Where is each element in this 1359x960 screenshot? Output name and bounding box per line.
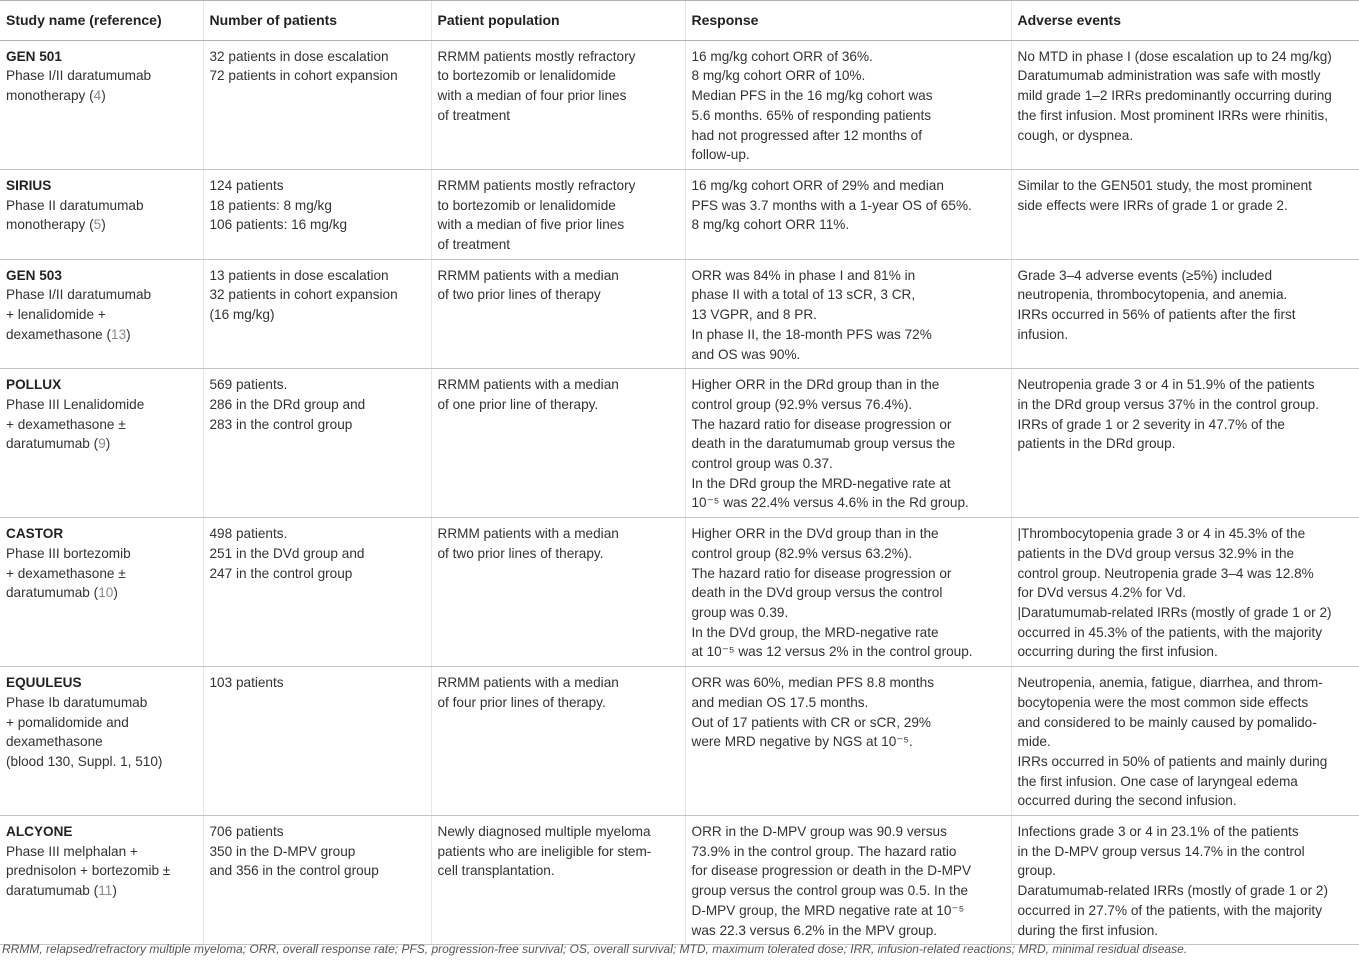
cell-number-of-patients — [203, 816, 431, 945]
study-name: POLLUX — [6, 377, 62, 393]
cell-adverse-events — [1011, 518, 1359, 667]
cell-line: of four prior lines of therapy. — [437, 694, 606, 710]
study-design-line — [6, 415, 197, 435]
cell-line: The hazard ratio for disease progression or — [691, 416, 952, 432]
cell-line: |Daratumumab-related IRRs (mostly of grade 1 or 2) — [1017, 604, 1332, 620]
cell-line: at 10⁻⁵ was 12 versus 2% in the control group. — [691, 644, 973, 660]
cell-line: 32 patients in cohort expansion — [209, 287, 398, 303]
cell-line: and median OS 17.5 months. — [691, 694, 869, 710]
cell-patient-population — [431, 40, 685, 169]
reference-number: 4 — [93, 88, 102, 104]
cell-line: of treatment — [437, 237, 511, 253]
study-design-line — [6, 285, 197, 305]
design-text: monotherapy ( — [6, 88, 94, 104]
cell-line: 13 VGPR, and 8 PR. — [691, 307, 817, 323]
design-text: Phase III Lenalidomide — [6, 396, 145, 412]
cell-line: occurred during the second infusion. — [1017, 793, 1237, 809]
cell-line: 8 mg/kg cohort ORR 11%. — [691, 217, 850, 233]
cell-line: in the DRd group versus 37% in the control group. — [1017, 396, 1319, 412]
header-patient-population: Patient population — [431, 1, 685, 41]
cell-line: Higher ORR in the DRd group than in the — [691, 377, 940, 393]
cell-line: Neutropenia grade 3 or 4 in 51.9% of the patients — [1017, 377, 1315, 393]
cell-response — [685, 667, 1011, 816]
cell-number-of-patients — [203, 369, 431, 518]
study-design-line — [6, 842, 197, 862]
cell-line: 16 mg/kg cohort ORR of 29% and median — [691, 177, 944, 193]
cell-line: with a median of five prior lines — [437, 217, 625, 233]
study-name: GEN 503 — [6, 267, 62, 283]
design-text: Phase I/II daratumumab — [6, 287, 152, 303]
cell-line: of two prior lines of therapy — [437, 287, 601, 303]
study-name: ALCYONE — [6, 824, 73, 840]
cell-patient-population — [431, 816, 685, 945]
cell-line: PFS was 3.7 months with a 1-year OS of 65%. — [691, 197, 972, 213]
cell-line: 13 patients in dose escalation — [209, 267, 389, 283]
cell-line: group. — [1017, 863, 1057, 879]
study-design-line — [6, 66, 197, 86]
study-design-line — [6, 861, 197, 881]
table-row — [0, 259, 1359, 369]
cell-line: In the DVd group, the MRD-negative rate — [691, 624, 939, 640]
study-design-line — [6, 544, 197, 564]
design-text: + lenalidomide + — [6, 307, 106, 323]
design-text: + pomalidomide and — [6, 714, 129, 730]
cell-adverse-events — [1011, 169, 1359, 259]
cell-line: Infections grade 3 or 4 in 23.1% of the patients — [1017, 824, 1299, 840]
cell-line: occurring during the first infusion. — [1017, 644, 1218, 660]
design-text: + dexamethasone ± — [6, 416, 126, 432]
cell-line: RRMM patients mostly refractory — [437, 48, 636, 64]
cell-line: In phase II, the 18-month PFS was 72% — [691, 326, 932, 342]
cell-line: Median PFS in the 16 mg/kg cohort was — [691, 88, 933, 104]
study-name: CASTOR — [6, 526, 64, 542]
cell-line: (16 mg/kg) — [209, 307, 275, 323]
table-row — [0, 518, 1359, 667]
cell-line: 10⁻⁵ was 22.4% versus 4.6% in the Rd group. — [691, 495, 969, 511]
cell-line: was 22.3 versus 6.2% in the MPV group. — [691, 922, 938, 938]
cell-line: neutropenia, thrombocytopenia, and anemia. — [1017, 287, 1288, 303]
reference-number: 13 — [111, 326, 127, 342]
design-text: + dexamethasone ± — [6, 565, 126, 581]
cell-line: 569 patients. — [209, 377, 288, 393]
cell-study-name — [0, 369, 203, 518]
study-design-line — [6, 395, 197, 415]
cell-line: death in the DVd group versus the control — [691, 585, 943, 601]
header-row — [0, 1, 1359, 41]
cell-study-name — [0, 816, 203, 945]
cell-line: side effects were IRRs of grade 1 or grade 2. — [1017, 197, 1288, 213]
design-text: daratumumab ( — [6, 883, 99, 899]
cell-number-of-patients — [203, 667, 431, 816]
cell-line: and 356 in the control group — [209, 863, 379, 879]
cell-patient-population — [431, 369, 685, 518]
cell-line: cough, or dyspnea. — [1017, 127, 1134, 143]
design-text: ) — [105, 436, 111, 452]
study-design-line — [6, 434, 197, 454]
cell-line: RRMM patients with a median — [437, 377, 619, 393]
cell-number-of-patients — [203, 518, 431, 667]
cell-line: to bortezomib or lenalidomide — [437, 197, 616, 213]
study-design-line — [6, 693, 197, 713]
cell-line: control group (92.9% versus 76.4%). — [691, 396, 913, 412]
reference-number: 10 — [98, 585, 114, 601]
cell-line: of treatment — [437, 107, 511, 123]
cell-line: during the first infusion. — [1017, 922, 1159, 938]
cell-line: patients in the DVd group versus 32.9% in the — [1017, 545, 1295, 561]
cell-line: the first infusion. Most prominent IRRs were rhinitis, — [1017, 107, 1328, 123]
study-design-line — [6, 196, 197, 216]
table-header — [0, 1, 1359, 41]
cell-line: patients in the DRd group. — [1017, 436, 1176, 452]
cell-response — [685, 169, 1011, 259]
study-design-line — [6, 881, 197, 901]
design-text: Phase I/II daratumumab — [6, 68, 152, 84]
cell-line: the first infusion. One case of laryngeal edema — [1017, 773, 1298, 789]
cell-line: D-MPV group, the MRD negative rate at 10⁻⁵ — [691, 902, 965, 918]
cell-line: Grade 3–4 adverse events (≥5%) included — [1017, 267, 1273, 283]
cell-line: to bortezomib or lenalidomide — [437, 68, 616, 84]
cell-patient-population — [431, 518, 685, 667]
study-design-line — [6, 713, 197, 733]
cell-line: in the D-MPV group versus 14.7% in the control — [1017, 843, 1305, 859]
cell-line: 106 patients: 16 mg/kg — [209, 217, 348, 233]
design-text: Phase III melphalan + — [6, 843, 138, 859]
cell-line: Daratumumab-related IRRs (mostly of grade 1 or 2) — [1017, 883, 1329, 899]
table-row — [0, 40, 1359, 169]
cell-line: patients who are ineligible for stem- — [437, 843, 652, 859]
cell-line: infusion. — [1017, 326, 1069, 342]
study-design-line — [6, 732, 197, 752]
design-text: ) — [101, 217, 106, 233]
cell-line: had not progressed after 12 months of — [691, 127, 922, 143]
cell-adverse-events — [1011, 816, 1359, 945]
cell-line: No MTD in phase I (dose escalation up to 24 mg/kg) — [1017, 48, 1332, 64]
design-text: (blood 130, Suppl. 1, 510) — [6, 753, 163, 769]
cell-line: phase II with a total of 13 sCR, 3 CR, — [691, 287, 916, 303]
cell-response — [685, 518, 1011, 667]
cell-line: The hazard ratio for disease progression or — [691, 565, 952, 581]
study-name: EQUULEUS — [6, 675, 82, 691]
cell-line: Similar to the GEN501 study, the most prominent — [1017, 177, 1312, 193]
cell-line: were MRD negative by NGS at 10⁻⁵. — [691, 734, 913, 750]
cell-line: and considered to be mainly caused by pomalido- — [1017, 714, 1317, 730]
cell-study-name — [0, 40, 203, 169]
cell-line: ORR in the D-MPV group was 90.9 versus — [691, 824, 947, 840]
cell-line: with a median of four prior lines — [437, 88, 627, 104]
cell-line: control group (82.9% versus 63.2%). — [691, 545, 913, 561]
cell-line: |Thrombocytopenia grade 3 or 4 in 45.3% of the — [1017, 526, 1306, 542]
table-row — [0, 667, 1359, 816]
cell-line: for DVd versus 4.2% for Vd. — [1017, 585, 1186, 601]
cell-line: RRMM patients mostly refractory — [437, 177, 636, 193]
cell-line: 5.6 months. 65% of responding patients — [691, 107, 932, 123]
cell-line: follow-up. — [691, 147, 750, 163]
design-text: Phase Ib daratumumab — [6, 694, 148, 710]
study-design-line — [6, 564, 197, 584]
cell-line: 706 patients — [209, 824, 284, 840]
cell-line: 286 in the DRd group and — [209, 396, 366, 412]
design-text: ) — [126, 326, 131, 342]
cell-line: control group. Neutropenia grade 3–4 was 12.8% — [1017, 565, 1314, 581]
cell-patient-population — [431, 667, 685, 816]
cell-line: cell transplantation. — [437, 863, 555, 879]
cell-line: bocytopenia were the most common side effects — [1017, 694, 1309, 710]
study-design-line — [6, 305, 197, 325]
cell-line: 16 mg/kg cohort ORR of 36%. — [691, 48, 873, 64]
cell-adverse-events — [1011, 259, 1359, 369]
design-text: ) — [113, 585, 118, 601]
cell-line: 124 patients — [209, 177, 284, 193]
cell-number-of-patients — [203, 169, 431, 259]
design-text: ) — [101, 88, 106, 104]
header-study-name: Study name (reference) — [0, 1, 203, 41]
cell-line: ORR was 60%, median PFS 8.8 months — [691, 675, 935, 691]
cell-line: group was 0.39. — [691, 604, 789, 620]
table-footnote: RRMM, relapsed/refractory multiple myeloma; ORR, overall response rate; PFS, progression-free survival; OS, overall survival; MTD, maximum tolerated dose; IRR, infusion-related reactions; MRD, minimal residual disease. — [2, 942, 1188, 956]
table-row — [0, 169, 1359, 259]
cell-study-name — [0, 169, 203, 259]
cell-line: group versus the control group was 0.5. In the — [691, 883, 969, 899]
study-design-line — [6, 752, 197, 772]
header-adverse-events: Adverse events — [1011, 1, 1359, 41]
cell-line: IRRs occurred in 56% of patients after the first — [1017, 307, 1296, 323]
cell-response — [685, 816, 1011, 945]
cell-line: control group was 0.37. — [691, 456, 833, 472]
cell-line: 72 patients in cohort expansion — [209, 68, 398, 84]
cell-line: 73.9% in the control group. The hazard ratio — [691, 843, 957, 859]
cell-line: death in the daratumumab group versus the — [691, 436, 956, 452]
cell-line: RRMM patients with a median — [437, 675, 619, 691]
cell-study-name — [0, 259, 203, 369]
cell-adverse-events — [1011, 40, 1359, 169]
reference-number: 5 — [93, 217, 102, 233]
cell-response — [685, 369, 1011, 518]
reference-number: 9 — [98, 436, 106, 452]
cell-line: Neutropenia, anemia, fatigue, diarrhea, and throm- — [1017, 675, 1323, 691]
design-text: dexamethasone ( — [6, 326, 112, 342]
cell-line: occurred in 45.3% of the patients, with the majority — [1017, 624, 1323, 640]
reference-number: 11 — [98, 883, 113, 899]
study-design-line — [6, 583, 197, 603]
cell-line: for disease progression or death in the D-MPV — [691, 863, 972, 879]
table-row — [0, 816, 1359, 945]
cell-line: 8 mg/kg cohort ORR of 10%. — [691, 68, 866, 84]
study-design-line — [6, 215, 197, 235]
cell-line: 18 patients: 8 mg/kg — [209, 197, 332, 213]
cell-line: Out of 17 patients with CR or sCR, 29% — [691, 714, 932, 730]
cell-line: Higher ORR in the DVd group than in the — [691, 526, 939, 542]
cell-line: In the DRd group the MRD-negative rate at — [691, 475, 951, 491]
cell-line: 283 in the control group — [209, 416, 353, 432]
cell-line: of two prior lines of therapy. — [437, 545, 604, 561]
cell-line: 251 in the DVd group and — [209, 545, 365, 561]
cell-line: RRMM patients with a median — [437, 267, 619, 283]
design-text: monotherapy ( — [6, 217, 94, 233]
cell-line: mide. — [1017, 734, 1051, 750]
cell-patient-population — [431, 259, 685, 369]
cell-adverse-events — [1011, 369, 1359, 518]
design-text: ) — [112, 883, 117, 899]
design-text: prednisolon + bortezomib ± — [6, 863, 171, 879]
design-text: daratumumab ( — [6, 585, 99, 601]
cell-line: 103 patients — [209, 675, 284, 691]
study-design-line — [6, 325, 197, 345]
cell-patient-population — [431, 169, 685, 259]
cell-line: 32 patients in dose escalation — [209, 48, 389, 64]
cell-number-of-patients — [203, 259, 431, 369]
cell-line: of one prior line of therapy. — [437, 396, 599, 412]
study-design-line — [6, 86, 197, 106]
cell-line: Newly diagnosed multiple myeloma — [437, 824, 651, 840]
cell-response — [685, 40, 1011, 169]
header-response: Response — [685, 1, 1011, 41]
cell-line: occurred in 27.7% of the patients, with the majority — [1017, 902, 1323, 918]
cell-study-name — [0, 667, 203, 816]
design-text: dexamethasone — [6, 734, 103, 750]
cell-number-of-patients — [203, 40, 431, 169]
study-name: SIRIUS — [6, 177, 52, 193]
cell-line: RRMM patients with a median — [437, 526, 619, 542]
header-number-of-patients: Number of patients — [203, 1, 431, 41]
cell-line: 350 in the D-MPV group — [209, 843, 356, 859]
design-text: Phase II daratumumab — [6, 197, 144, 213]
cell-response — [685, 259, 1011, 369]
cell-line: 498 patients. — [209, 526, 288, 542]
cell-line: IRRs of grade 1 or 2 severity in 47.7% of the — [1017, 416, 1285, 432]
cell-study-name — [0, 518, 203, 667]
design-text: Phase III bortezomib — [6, 545, 131, 561]
cell-line: 247 in the control group — [209, 565, 353, 581]
design-text: daratumumab ( — [6, 436, 99, 452]
table-row — [0, 369, 1359, 518]
cell-adverse-events — [1011, 667, 1359, 816]
table-body — [0, 40, 1359, 945]
cell-line: Daratumumab administration was safe with mostly — [1017, 68, 1321, 84]
study-name: GEN 501 — [6, 48, 62, 64]
cell-line: ORR was 84% in phase I and 81% in — [691, 267, 916, 283]
cell-line: and OS was 90%. — [691, 346, 801, 362]
cell-line: IRRs occurred in 50% of patients and mainly during — [1017, 753, 1328, 769]
cell-line: mild grade 1–2 IRRs predominantly occurring during — [1017, 88, 1332, 104]
